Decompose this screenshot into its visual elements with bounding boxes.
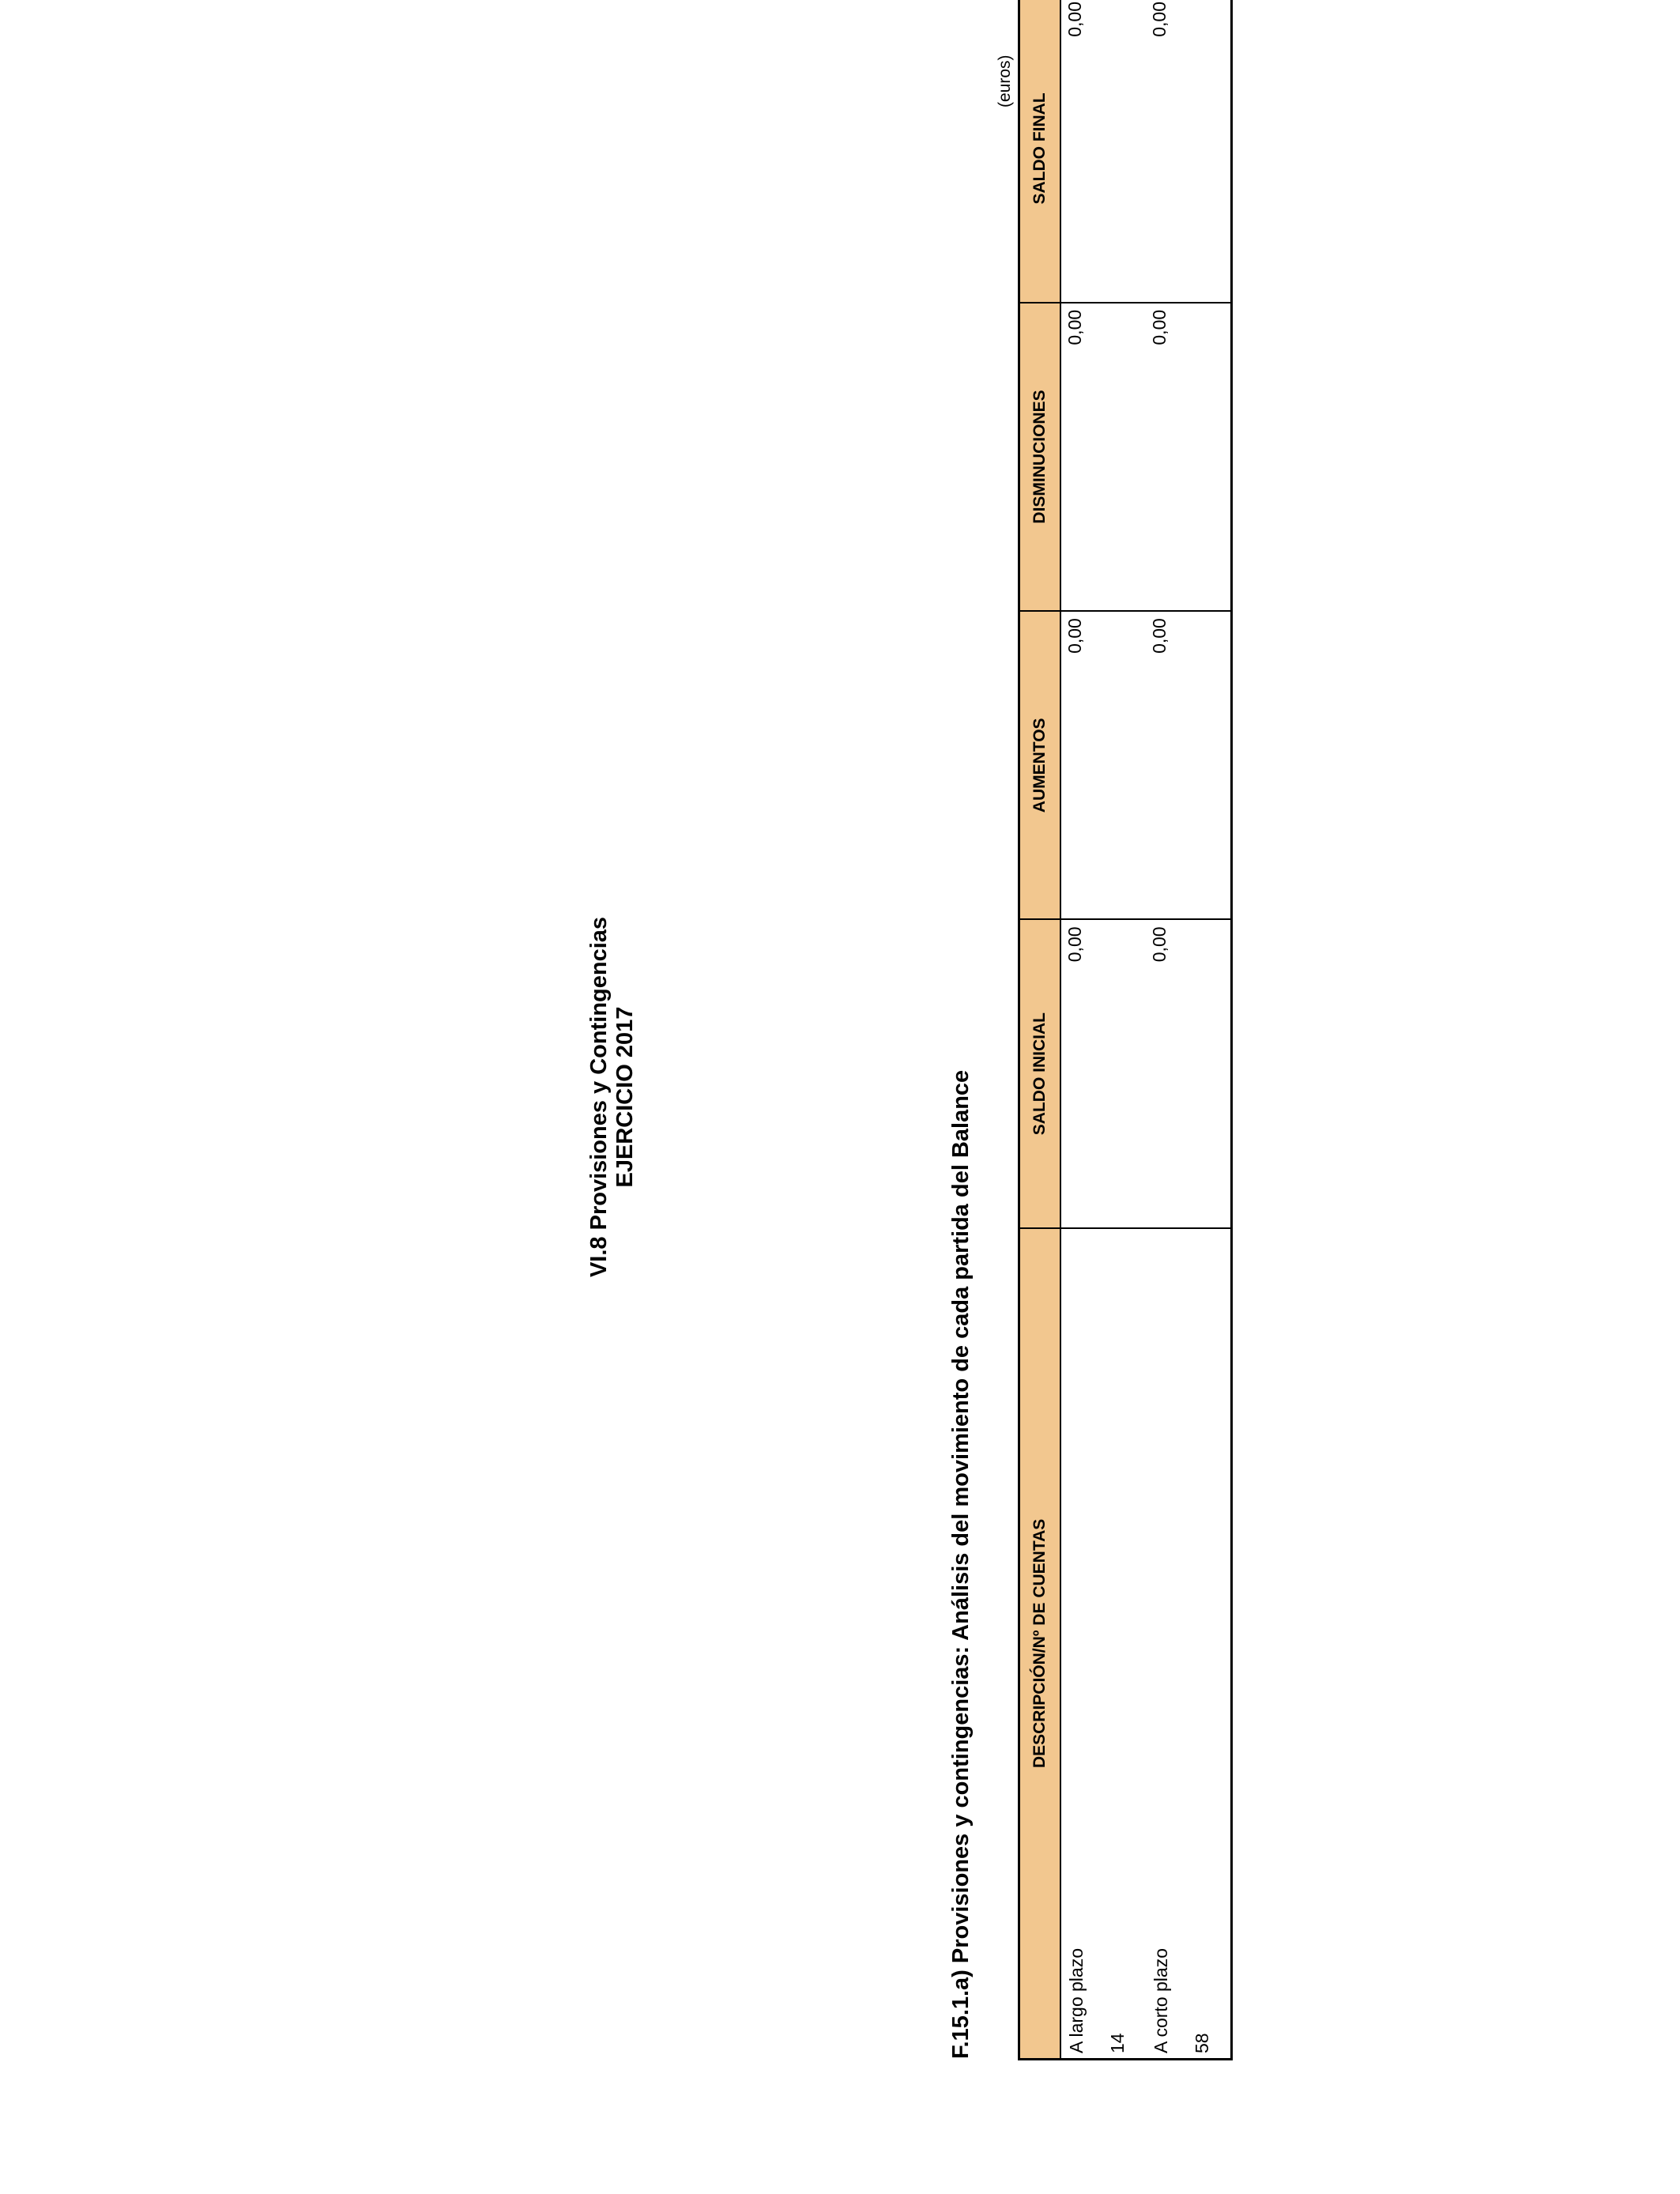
currency-note: (euros): [996, 55, 1014, 107]
table-row: [1146, 0, 1187, 2060]
table-header-row: [1019, 0, 1061, 2060]
col-header-saldo-final: SALDO FINAL: [1019, 0, 1061, 303]
row-account: 14: [1107, 2033, 1128, 2053]
table-row-account: [1102, 0, 1146, 2060]
col-header-description: DESCRIPCIÓN/Nº DE CUENTAS: [1019, 1228, 1061, 2060]
cell-saldo-inicial: 0,00: [1060, 919, 1102, 1227]
provisions-table: [1018, 0, 1233, 2060]
section-heading-f151a: F.15.1.a) Provisiones y contingencias: Análisis del movimiento de cada partida del Balance: [948, 1069, 974, 2059]
col-header-saldo-inicial: SALDO INICIAL: [1019, 919, 1061, 1227]
row-description: A largo plazo: [1066, 1948, 1087, 2053]
row-description: A corto plazo: [1151, 1948, 1171, 2053]
table-row-account: [1187, 0, 1232, 2060]
table-row: [1060, 0, 1102, 2060]
cell-saldo-final: 0,00: [1060, 0, 1102, 303]
cell-aumentos: 0,00: [1146, 611, 1187, 919]
document-title: VI.8 Provisiones y Contingencias: [586, 916, 612, 1278]
col-header-aumentos: AUMENTOS: [1019, 611, 1061, 919]
cell-disminuciones: 0,00: [1146, 303, 1187, 611]
row-account: 58: [1192, 2033, 1212, 2053]
cell-disminuciones: 0,00: [1060, 303, 1102, 611]
document-year: EJERCICIO 2017: [612, 1006, 638, 1188]
cell-saldo-final: 0,00: [1146, 0, 1187, 303]
cell-aumentos: 0,00: [1060, 611, 1102, 919]
col-header-disminuciones: DISMINUCIONES: [1019, 303, 1061, 611]
cell-saldo-inicial: 0,00: [1146, 919, 1187, 1227]
